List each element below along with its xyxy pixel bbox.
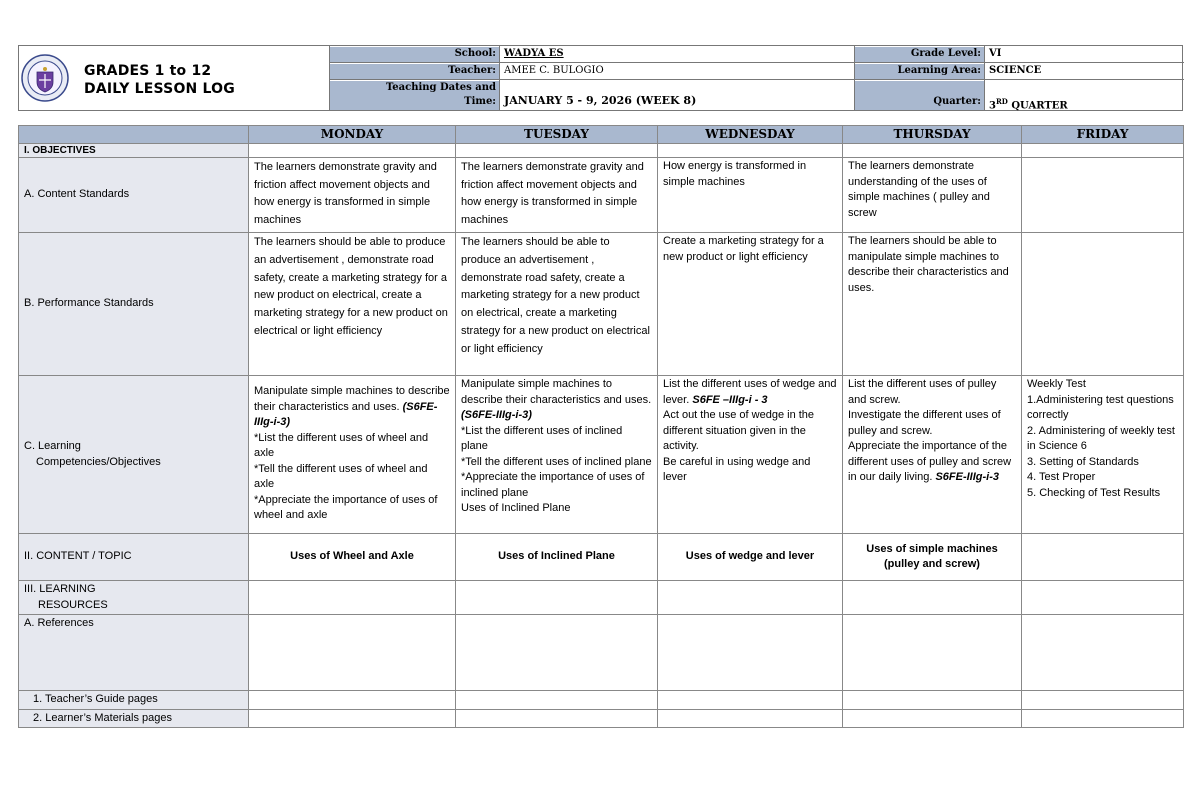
competency-code: S6FE –IIIg-i - 3: [692, 393, 768, 406]
quarter-suffix: RD: [995, 97, 1008, 106]
title-block: [19, 46, 329, 110]
content-standards-tuesday: The learners demonstrate gravity and friction affect movement objects and how energy is transformed in simple machines: [456, 158, 658, 233]
topic-wednesday: Uses of wedge and lever: [658, 534, 843, 581]
day-header-monday: MONDAY: [249, 126, 456, 144]
doc-title-line1: GRADES 1 to 12: [84, 63, 212, 79]
grade-value: VI: [989, 48, 1002, 59]
teacher-value: AMEE C. BULOGIO: [504, 65, 604, 76]
resources-cell: [249, 581, 456, 615]
resources-cell: [843, 581, 1022, 615]
lm-pages-cell: [843, 709, 1022, 728]
references-cell: [249, 615, 456, 691]
resources-label: [19, 581, 249, 615]
competency-code: (S6FE-IIIg-i-3): [254, 400, 438, 428]
performance-standards-tuesday: The learners should be able to produce an advertisement , demonstrate road safety, create a marketing strategy for a new product on electrical, create a marketing strategy for a new product on electrical or light efficiency: [456, 233, 658, 376]
resources-label-line2: RESOURCES: [38, 598, 108, 611]
objectives-cell: [843, 144, 1022, 158]
lm-pages-cell: [1022, 709, 1184, 728]
teacher-label: Teacher:: [330, 64, 499, 79]
day-header-row: [19, 126, 1184, 144]
references-cell: [1022, 615, 1184, 691]
competencies-tuesday: [456, 376, 658, 534]
school-label: School:: [330, 47, 499, 62]
topic-tuesday: Uses of Inclined Plane: [456, 534, 658, 581]
quarter-value: [985, 95, 1068, 113]
resources-row: [19, 581, 1184, 615]
performance-standards-row: [19, 233, 1184, 376]
content-standards-thursday: The learners demonstrate understanding of the uses of simple machines ( pulley and screw: [843, 158, 1022, 233]
resources-cell: [1022, 581, 1184, 615]
tg-pages-label: 1. Teacher’s Guide pages: [19, 691, 249, 710]
quarter-word: QUARTER: [1007, 100, 1068, 112]
lm-pages-row: [19, 709, 1184, 728]
content-standards-wednesday: How energy is transformed in simple machines: [658, 158, 843, 233]
competency-text: List the different uses of wedge and lever.: [663, 378, 837, 406]
competencies-label-line2: Competencies/Objectives: [36, 455, 161, 468]
objectives-cell: [658, 144, 843, 158]
topic-friday: [1022, 534, 1184, 581]
objectives-row: [19, 144, 1184, 158]
references-label: A. References: [19, 615, 249, 691]
doc-title-line2: DAILY LESSON LOG: [84, 81, 235, 97]
competencies-label: [19, 376, 249, 534]
competency-code: S6FE-IIIg-i-3: [935, 471, 999, 483]
performance-standards-label: B. Performance Standards: [19, 233, 249, 376]
performance-standards-friday: [1022, 233, 1184, 376]
tg-pages-cell: [843, 691, 1022, 710]
lm-pages-cell: [658, 709, 843, 728]
area-value: SCIENCE: [989, 65, 1042, 76]
divider: [329, 62, 1184, 63]
content-standards-monday: The learners demonstrate gravity and friction affect movement objects and how energy is transformed in simple machines: [249, 158, 456, 233]
quarter-label: Quarter:: [855, 81, 984, 110]
competency-text: Manipulate simple machines to describe their characteristics and uses.: [254, 385, 450, 413]
competency-text: Manipulate simple machines to describe their characteristics and uses.: [461, 378, 652, 406]
objectives-label: I. OBJECTIVES: [19, 144, 249, 158]
dates-value: JANUARY 5 - 9, 2026 (WEEK 8): [504, 94, 697, 107]
competency-list: *List the different uses of wheel and axle *Tell the different uses of wheel and axle *Appreciate the importance of uses of wheel and axle: [254, 431, 438, 521]
competency-list: Act out the use of wedge in the different situation given in the activity. Be careful in using wedge and lever: [663, 409, 815, 483]
performance-standards-wednesday: Create a marketing strategy for a new product or light efficiency: [658, 233, 843, 376]
content-standards-row: [19, 158, 1184, 233]
references-cell: [456, 615, 658, 691]
tg-pages-cell: [456, 691, 658, 710]
tg-pages-cell: [658, 691, 843, 710]
resources-cell: [456, 581, 658, 615]
day-header-tuesday: TUESDAY: [456, 126, 658, 144]
area-label: Learning Area:: [855, 64, 984, 79]
competencies-wednesday: [658, 376, 843, 534]
quarter-number: 3: [989, 100, 996, 112]
competencies-row: [19, 376, 1184, 534]
objectives-cell: [249, 144, 456, 158]
competency-text: List the different uses of pulley and screw. Investigate the different uses of pulley and screw. Appreciate the importance of the different uses of pulley and screw in our daily living.: [848, 378, 1012, 483]
competencies-friday: Weekly Test 1.Administering test questions correctly 2. Administering of weekly test in Science 6 3. Setting of Standards 4. Test Proper 5. Checking of Test Results: [1022, 376, 1184, 534]
competencies-thursday: [843, 376, 1022, 534]
competency-list: *List the different uses of inclined plane *Tell the different uses of inclined plane *Appreciate the importance of uses of inclined plane Uses of Inclined Plane: [461, 424, 652, 514]
competency-code: (S6FE-IIIg-i-3): [461, 409, 532, 421]
day-header-friday: FRIDAY: [1022, 126, 1184, 144]
performance-standards-thursday: The learners should be able to manipulate simple machines to describe their characteristics and uses.: [843, 233, 1022, 376]
header-block: [18, 45, 1183, 111]
content-topic-row: [19, 534, 1184, 581]
dates-label: Teaching Dates and Time:: [330, 81, 499, 110]
content-standards-label: A. Content Standards: [19, 158, 249, 233]
objectives-cell: [1022, 144, 1184, 158]
content-standards-friday: [1022, 158, 1184, 233]
lm-pages-cell: [249, 709, 456, 728]
references-row: [19, 615, 1184, 691]
competencies-monday: [249, 376, 456, 534]
lm-pages-label: 2. Learner’s Materials pages: [19, 709, 249, 728]
resources-cell: [658, 581, 843, 615]
objectives-cell: [456, 144, 658, 158]
tg-pages-row: [19, 691, 1184, 710]
day-header-thursday: THURSDAY: [843, 126, 1022, 144]
grade-label: Grade Level:: [855, 47, 984, 62]
references-cell: [843, 615, 1022, 691]
performance-standards-monday: The learners should be able to produce an advertisement , demonstrate road safety, create a marketing strategy for a new product on electrical, create a marketing strategy for a new product on electrical or light efficiency: [249, 233, 456, 376]
topic-thursday: Uses of simple machines (pulley and screw): [843, 534, 1022, 581]
resources-label-line1: III. LEARNING: [24, 583, 96, 595]
tg-pages-cell: [249, 691, 456, 710]
topic-monday: Uses of Wheel and Axle: [249, 534, 456, 581]
content-topic-label: II. CONTENT / TOPIC: [19, 534, 249, 581]
corner-cell: [19, 126, 249, 144]
divider: [329, 79, 1184, 80]
lesson-log-table: [18, 125, 1184, 728]
school-value: WADYA ES: [504, 48, 564, 59]
lm-pages-cell: [456, 709, 658, 728]
day-header-wednesday: WEDNESDAY: [658, 126, 843, 144]
tg-pages-cell: [1022, 691, 1184, 710]
deped-seal-icon: [21, 54, 69, 102]
references-cell: [658, 615, 843, 691]
competencies-label-line1: C. Learning: [24, 440, 81, 452]
